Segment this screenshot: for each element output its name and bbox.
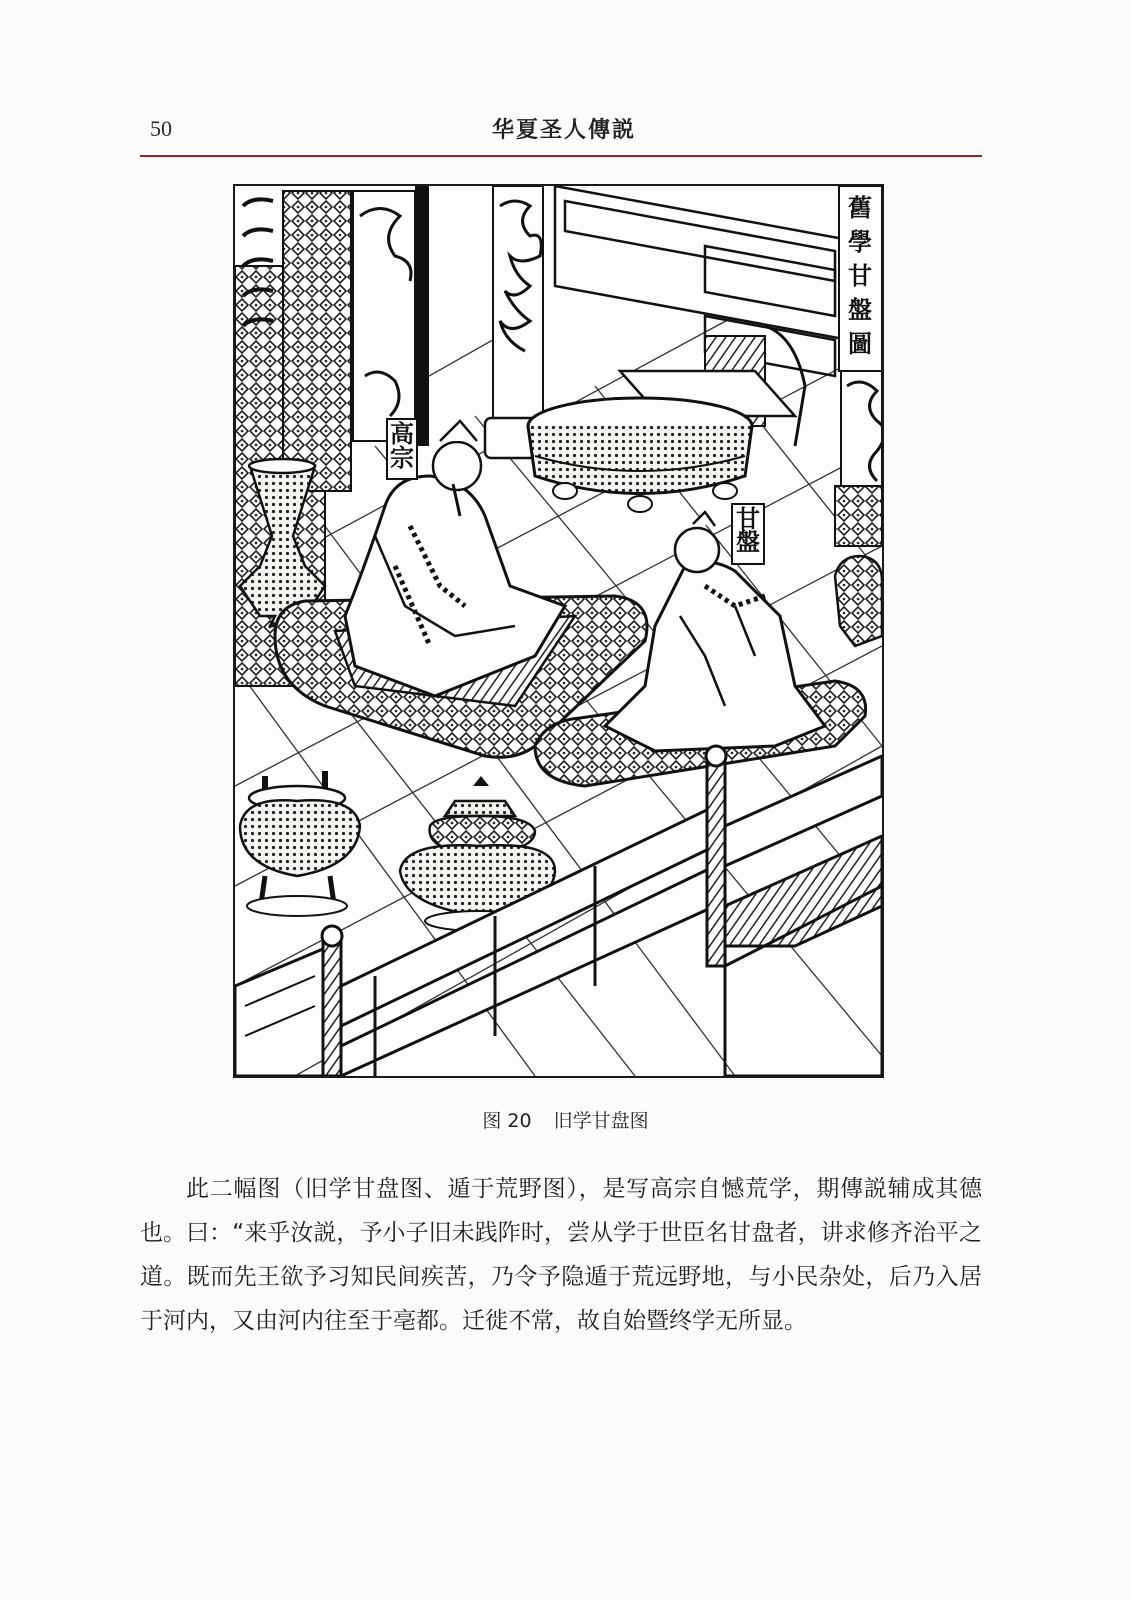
ganpan-label [732,504,764,564]
woodblock-illustration [233,184,884,1078]
ganpan-label-text: 甘盤 [736,504,760,556]
small-vessel-right [835,556,882,646]
body-text [140,1167,982,1343]
figure-caption [0,1106,1131,1133]
caption-number: 图 20 [482,1110,532,1132]
gaozong-label [387,419,417,479]
caption-title: 旧学甘盘图 [553,1110,649,1132]
title-char-1: 舊學甘盤圖 [848,193,872,358]
running-header-title: 华夏圣人傳説 [492,117,637,143]
page-number: 50 [150,116,172,141]
header-divider [140,155,982,157]
doorway [353,191,415,441]
title-cartouche [839,186,882,371]
gaozong-label-text: 高宗 [390,419,414,472]
lattice-screen-inner [283,191,351,491]
bronze-basin [528,398,752,512]
body-paragraph: 此二幅图（旧学甘盘图、遁于荒野图），是写高宗自憾荒学，期傳説辅成其德也。曰：“来乎汝説，予小子旧未践阼时，尝从学于世臣名甘盘者，讲求修齐治平之道。既而先王欲予习知民间疾苦，乃令予隐遁于荒远野地，与小民杂处，后乃入居于河内，又由河内往至于亳都。迁徙不常，故自始暨终学无所显。 [140,1176,982,1334]
tripod-censer [240,771,360,916]
